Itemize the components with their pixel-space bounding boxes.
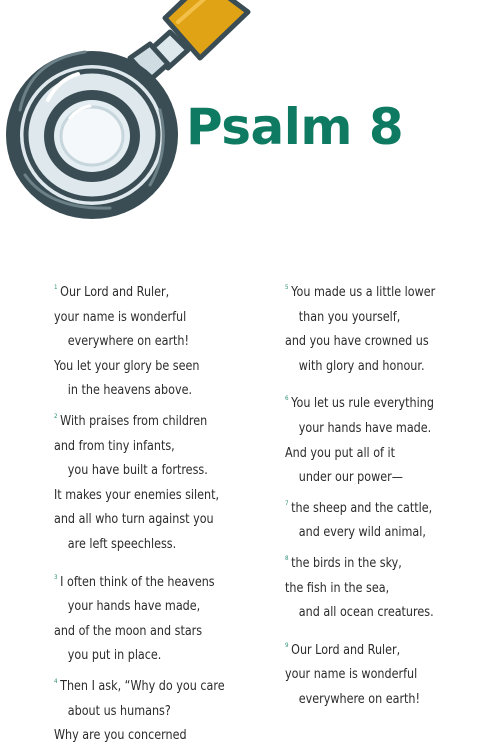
stanza — [54, 565, 254, 749]
verse-line: and every wild animal, — [298, 525, 426, 541]
right-column — [285, 275, 485, 720]
stanza — [285, 633, 485, 713]
verse-line — [285, 386, 457, 417]
verse-line: You let your glory be seen — [54, 358, 200, 374]
verse-text: Our Lord and Ruler, — [291, 642, 401, 658]
verse-line: Why are you concerned — [54, 728, 187, 744]
left-column — [54, 275, 254, 756]
verse-line — [54, 565, 226, 596]
verse-line: and all ocean creatures. — [298, 605, 434, 621]
verse-line: than you yourself, — [298, 309, 401, 325]
stanza — [54, 275, 254, 558]
verse-line: your name is wonderful — [54, 309, 187, 325]
verse-text: Then I ask, “Why do you care — [60, 678, 225, 694]
verse-line: in the heavens above. — [67, 383, 193, 399]
verse-line: about us humans? — [67, 703, 171, 719]
verse-text: the birds in the sky, — [291, 555, 402, 571]
verse-text: You let us rule everything — [291, 396, 434, 412]
verse-line: are left speechless. — [67, 536, 177, 552]
verse-number: 9 — [285, 640, 289, 649]
verse-text: You made us a little lower — [291, 285, 436, 300]
verse-line: and you have crowned us — [285, 334, 429, 350]
verse-number: 3 — [54, 572, 58, 581]
verse-line — [285, 491, 457, 522]
verse-line — [285, 546, 457, 577]
verse-number: 6 — [285, 394, 289, 403]
verse-line: the fish in the sea, — [285, 580, 390, 596]
verse-number: 5 — [285, 283, 289, 291]
verse-line: with glory and honour. — [298, 358, 425, 374]
stanza — [285, 386, 485, 625]
page-title: Psalm 8 — [186, 98, 404, 156]
verse-line: you put in place. — [67, 648, 162, 664]
verse-line: your hands have made, — [67, 599, 201, 615]
verse-line: And you put all of it — [285, 445, 396, 461]
verse-text: the sheep and the cattle, — [291, 500, 433, 516]
verse-line: and of the moon and stars — [54, 623, 203, 639]
verse-number: 8 — [285, 553, 289, 562]
verse-text: Our Lord and Ruler, — [60, 285, 170, 300]
verse-line: everywhere on earth! — [298, 691, 420, 707]
verse-text: With praises from children — [60, 413, 208, 429]
verse-text: I often think of the heavens — [60, 574, 215, 590]
verse-line: It makes your enemies silent, — [54, 487, 220, 503]
verse-line — [54, 669, 226, 700]
verse-line: everywhere on earth! — [67, 334, 189, 350]
verse-line: your name is wonderful — [285, 667, 418, 683]
verse-line — [54, 404, 226, 435]
verse-line: you have built a fortress. — [67, 463, 208, 479]
verse-line: under our power— — [298, 470, 403, 486]
verse-number: 1 — [54, 283, 58, 291]
stanza — [285, 275, 485, 379]
verse-number: 4 — [54, 676, 58, 685]
verse-line — [285, 275, 457, 306]
verse-line: and all who turn against you — [54, 512, 214, 528]
verse-line: your hands have made. — [298, 420, 432, 436]
verse-number: 2 — [54, 411, 58, 420]
verse-line: and from tiny infants, — [54, 438, 175, 454]
verse-line — [54, 275, 226, 306]
verse-line — [285, 633, 457, 664]
verse-number: 7 — [285, 498, 289, 507]
